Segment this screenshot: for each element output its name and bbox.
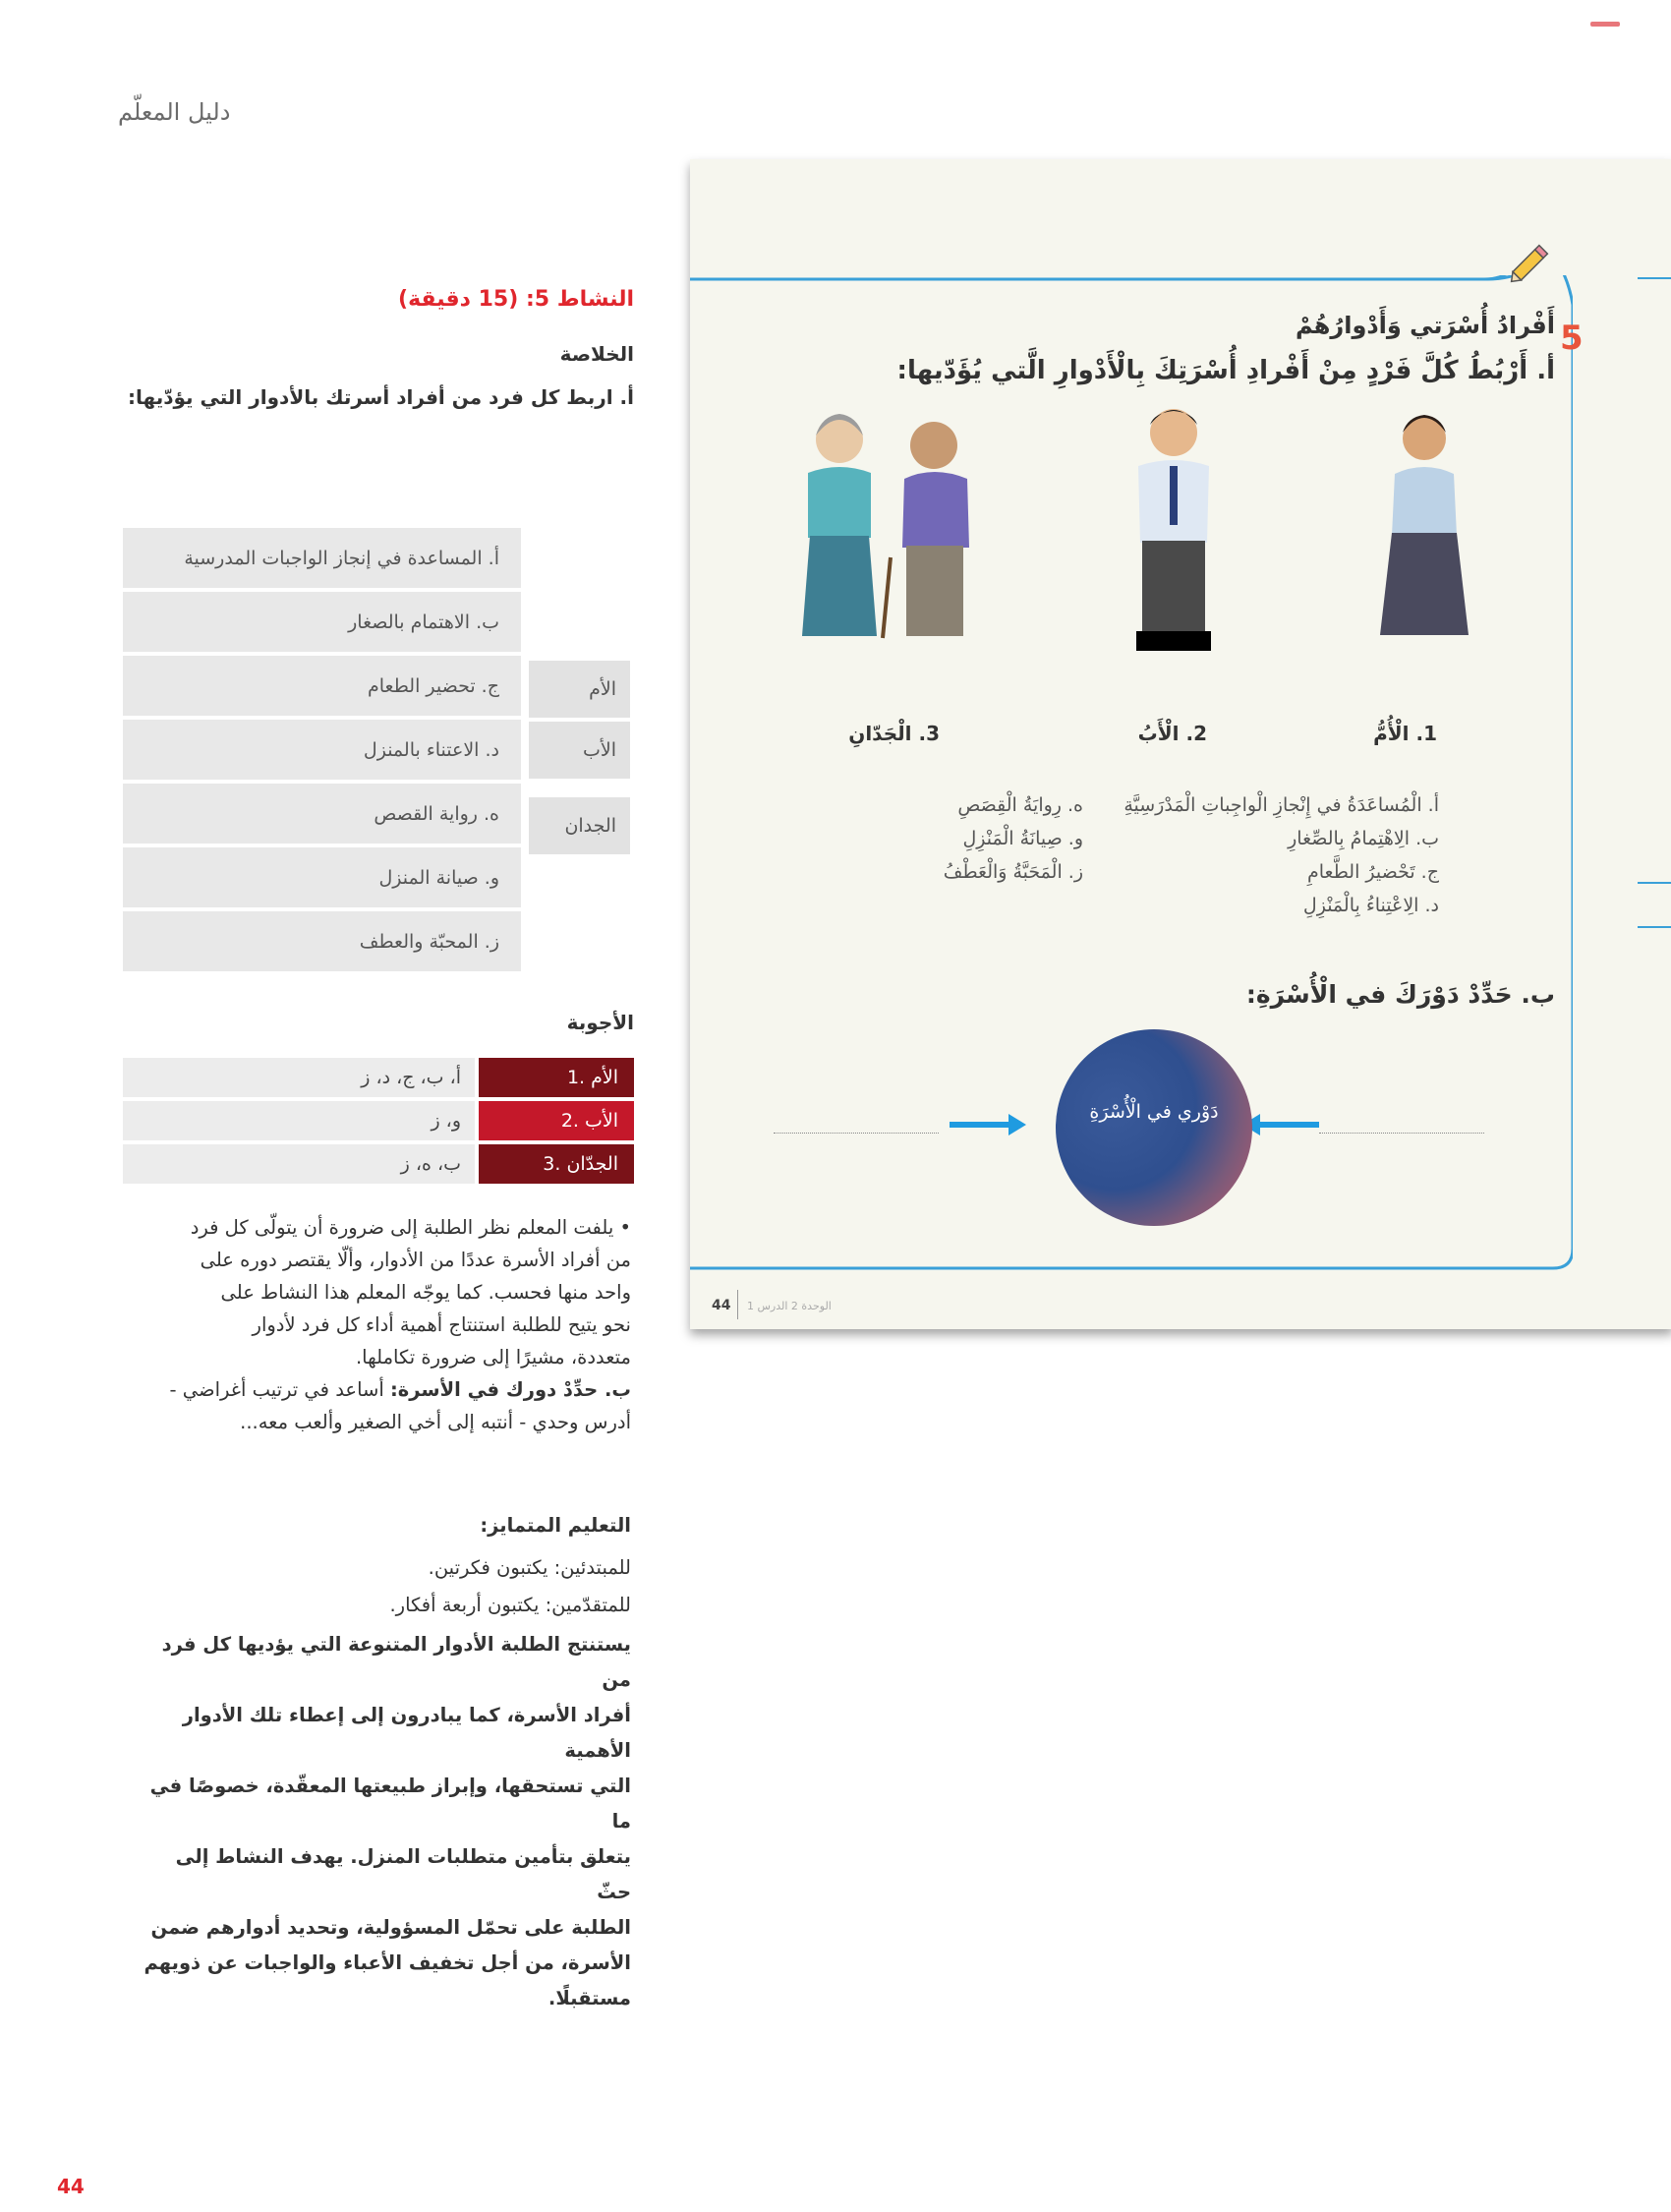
book-options-right [1026,788,1439,922]
conclusion-line: الأسرة، من أجل تخفيف الأعباء والواجبات عن ذويهم [144,1951,631,1974]
circle-text: دَوْري في الْأُسْرَةِ [1089,1101,1219,1123]
arrow-left-icon [1240,1111,1321,1138]
match-option: أ. المساعدة في إنجاز الواجبات المدرسية [123,528,521,588]
father-figure [1115,395,1233,653]
part-b-rest: أساعد في ترتيب أغراضي - [169,1378,390,1401]
book-question-a: أ. أَرْبُطُ كُلَّ فَرْدٍ مِنْ أَفْرادِ أُسْرَتِكَ بِالْأَدْوارِ الَّتي يُؤَدّيها: [896,356,1555,385]
note-line: • يلفت المعلم نظر الطلبة إلى ضرورة أن يتولّى كل فرد [190,1216,631,1239]
my-role-circle [1056,1029,1252,1226]
book-option: ز. الْمَحَبَّةُ وَالْعَطْفُ [943,861,1083,883]
answer-row [123,1144,634,1184]
diff-advanced: للمتقدّمين: يكتبون أربعة أفكار. [389,1594,631,1616]
match-option: ه. رواية القصص [123,784,521,844]
match-option: د. الاعتناء بالمنزل [123,720,521,780]
answer-line-right [1319,1133,1484,1134]
match-option: و. صيانة المنزل [123,847,521,907]
match-member: الأب [529,722,630,779]
conclusion-line: أفراد الأسرة، كما يبادرون إلى إعطاء تلك الأدوار الأهمية [182,1704,631,1762]
book-page-number: 44 [712,1298,731,1313]
instruction-text: أ. اربط كل فرد من أفراد أسرتك بالأدوار التي يؤدّيها: [128,385,634,409]
activity-number: 5 [1560,319,1584,358]
book-option: ج. تَحْضيرُ الطَّعامِ [1306,861,1439,883]
side-line [1638,926,1671,928]
answer-value: و، ز [123,1101,475,1140]
figure-label-grandparents: 3. الْجَدّانِ [848,722,940,745]
match-member: الجدان [529,797,630,854]
page-number: 44 [57,2175,85,2198]
book-option: أ. الْمُساعَدَةُ في إِنْجازِ الْواجِباتِ الْمَدْرَسِيَّةِ [1124,794,1439,816]
book-option: ب. الِاهْتِمامُ بِالصِّغارِ [1288,828,1439,849]
answer-key: 1. الأم [479,1058,634,1097]
book-question-b: ب. حَدِّدْ دَوْرَكَ في الْأُسْرَةِ: [1245,980,1555,1009]
diff-beginners: للمبتدئين: يكتبون فكرتين. [428,1556,631,1579]
book-footer-text: الوحدة 2 الدرس 1 [747,1300,832,1312]
conclusion [140,1627,631,2016]
conclusion-line: التي تستحقها، وإبراز طبيعتها المعقّدة، خصوصًا في ما [149,1775,631,1833]
grandparents-figure [780,400,1007,641]
figure-label-father: 2. الْأَبُ [1137,722,1207,745]
answer-row [123,1058,634,1097]
answers-label: الأجوبة [566,1011,634,1034]
note-line: نحو يتيح للطلبة استنتاج أهمية أداء كل فرد لأدوار [252,1313,631,1336]
side-line [1638,882,1671,884]
mother-figure [1370,403,1478,639]
guide-title: دليل المعلّم [118,98,231,126]
arrow-right-icon [948,1111,1028,1138]
teacher-note [140,1211,631,1438]
conclusion-line: مستقبلًا. [547,1987,631,2009]
conclusion-line: الطلبة على تحمّل المسؤولية، وتحديد أدوارهم ضمن [150,1916,631,1939]
match-option: ز. المحبّة والعطف [123,911,521,971]
match-option: ج. تحضير الطعام [123,656,521,716]
answer-row [123,1101,634,1140]
note-line: واحد منها فحسب. كما يوجّه المعلم هذا النشاط على [220,1281,631,1304]
book-option: د. الِاعْتِناءُ بِالْمَنْزِلِ [1302,895,1439,916]
answer-line-left [774,1133,939,1134]
footer-divider [737,1290,738,1319]
diff-label: التعليم المتمايز: [480,1514,631,1537]
corner-mark [1590,22,1620,27]
part-b-lead: ب. حدِّدْ دورك في الأسرة: [389,1378,631,1401]
pencil-icon [1502,236,1557,291]
summary-label: الخلاصة [559,342,634,366]
conclusion-line: يتعلق بتأمين متطلبات المنزل. يهدف النشاط إلى حثّ [175,1845,631,1903]
student-book-page [690,159,1671,1329]
answer-key: 2. الأب [479,1101,634,1140]
answer-value: أ، ب، ج، د، ز [123,1058,475,1097]
book-options-left [847,788,1083,889]
book-option: و. صِيانَةُ الْمَنْزِلِ [962,828,1083,849]
match-option: ب. الاهتمام بالصغار [123,592,521,652]
note-line: متعددة، مشيرًا إلى ضرورة تكاملها. [355,1346,631,1368]
figure-label-mother: 1. الْأُمُّ [1373,722,1437,745]
match-member: الأم [529,661,630,718]
answer-key: 3. الجدّان [479,1144,634,1184]
note-line: من أفراد الأسرة عددًا من الأدوار، وألّا يقتصر دوره على [200,1249,631,1271]
side-line [1638,277,1671,279]
book-title: أَفْرادُ أُسْرَتي وَأَدْوارُهُمْ [1295,312,1555,339]
conclusion-line: يستنتج الطلبة الأدوار المتنوعة التي يؤديها كل فرد من [161,1633,631,1691]
activity-title: النشاط 5: (15 دقيقة) [398,287,634,312]
book-option: ه. رِوايَةُ الْقِصَصِ [957,794,1083,816]
part-b-line [140,1373,631,1406]
part-b-line2: أدرس وحدي - أنتبه إلى أخي الصغير وألعب معه... [240,1411,631,1433]
answer-value: ب، ه، ز [123,1144,475,1184]
